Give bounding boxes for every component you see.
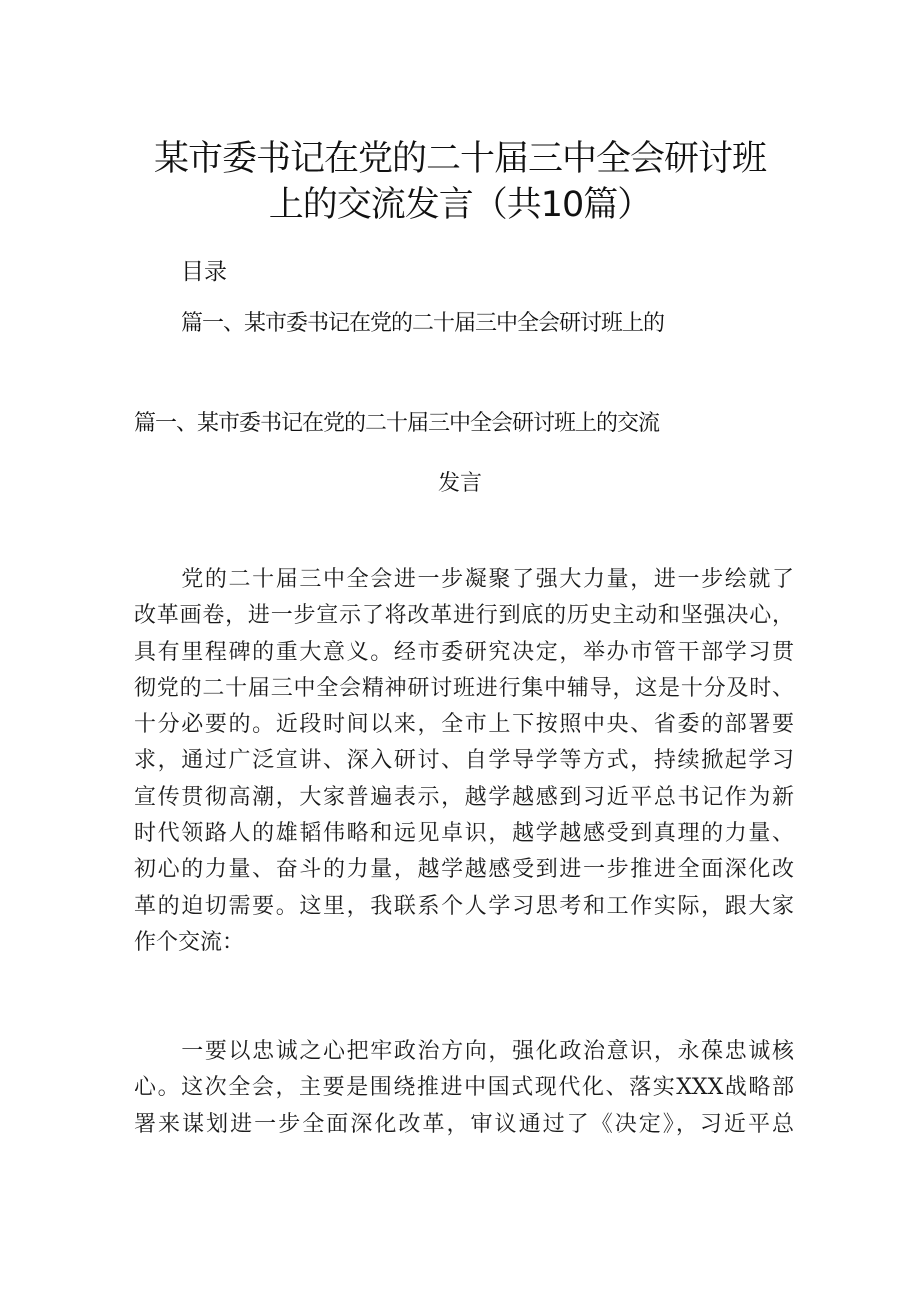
paragraph-line: 求，通过广泛宣讲、深入研讨、自学导学等方式，持续掀起学习 [134, 748, 794, 774]
paragraph-line: 具有里程碑的重大意义。经市委研究决定，举办市管干部学习贯 [134, 639, 794, 665]
section-heading: 篇一、某市委书记在党的二十届三中全会研讨班上的交流 [134, 411, 660, 436]
paragraph-1 [134, 562, 794, 961]
toc-item[interactable]: 篇一、某市委书记在党的二十届三中全会研讨班上的 [181, 311, 665, 336]
paragraph-line: 党的二十届三中全会进一步凝聚了强大力量，进一步绘就了 [134, 567, 794, 592]
paragraph-line: 彻党的二十届三中全会精神研讨班进行集中辅导，这是十分及时、 [134, 675, 794, 701]
paragraph-line: 心。这次全会，主要是围绕推进中国式现代化、落实XXX战略部 [134, 1075, 794, 1101]
paragraph-line: 时代领路人的雄韬伟略和远见卓识，越学越感受到真理的力量、 [134, 821, 794, 847]
paragraph-line: 署来谋划进一步全面深化改革，审议通过了《决定》，习近平总 [134, 1111, 794, 1137]
toc-heading: 目录 [181, 259, 227, 285]
paragraph-2 [134, 1034, 794, 1143]
paragraph-line: 宣传贯彻高潮，大家普遍表示，越学越感到习近平总书记作为新 [134, 784, 794, 810]
paragraph-line: 一要以忠诚之心把牢政治方向，强化政治意识，永葆忠诚核 [134, 1039, 794, 1064]
paragraph-line: 改革画卷，进一步宣示了将改革进行到底的历史主动和坚强决心， [134, 603, 794, 629]
paragraph-line: 初心的力量、奋斗的力量，越学越感受到进一步推进全面深化改 [134, 857, 794, 883]
document-title-line-1: 某市委书记在党的二十届三中全会研讨班 [153, 139, 766, 179]
section-heading-continuation: 发言 [437, 471, 482, 496]
paragraph-line: 十分必要的。近段时间以来，全市上下按照中央、省委的部署要 [134, 712, 794, 738]
paragraph-line: 革的迫切需要。这里，我联系个人学习思考和工作实际，跟大家 [134, 893, 794, 919]
document-title-line-2: 上的交流发言（共10篇） [268, 185, 652, 225]
paragraph-line: 作个交流： [134, 929, 245, 955]
